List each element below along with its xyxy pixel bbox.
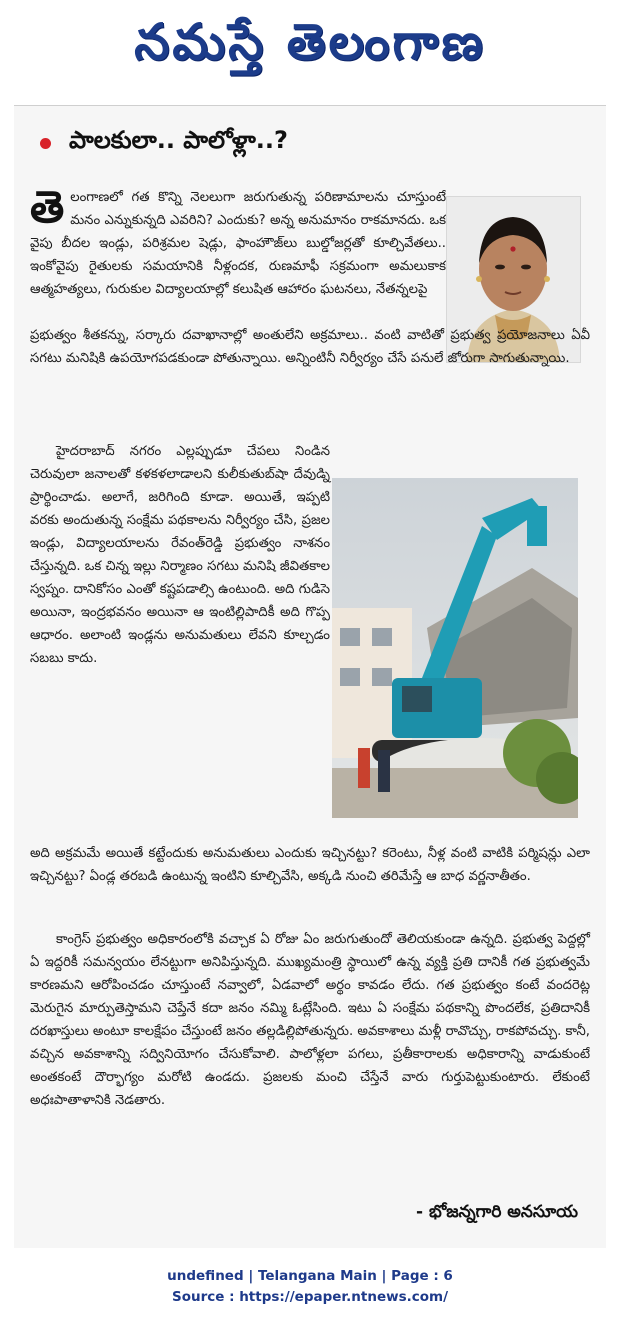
headline	[40, 126, 288, 160]
page-footer	[0, 1266, 620, 1308]
dropcap: తె	[30, 182, 65, 233]
masthead	[0, 0, 620, 95]
paragraph-intro-continued: ప్రభుత్వం శీతకన్ను, సర్కారు దవాఖానాల్లో అంతులేని అక్రమాలు.. వంటి వాటితో ప్రభుత్వ ప్రయోజనాలు ఏవీ సగటు మనిషికి ఉపయోగపడకుండా పోతున్నాయి. అన్నింటినీ నిర్వీర్యం చేసే పనులే జోరుగా సాగుతున్నాయి.	[30, 328, 590, 366]
paragraph-intro	[30, 182, 446, 301]
headline-text: పాలకులా.. పాలోళ్లా..?	[69, 126, 288, 154]
paragraph-congress-text: కాంగ్రెస్ ప్రభుత్వం అధికారంలోకి వచ్చాక ఏ రోజు ఏం జరుగుతుందో తెలియకుండా ఉన్నది. ప్రభుత్వ పెద్దల్లో ఏ ఇద్దరికీ సమన్వయం లేనట్టుగా అనిపిస్తున్నది. ముఖ్యమంత్రి స్థాయిలో ఉన్న వ్యక్తి ప్రతి దానికీ గత ప్రభుత్వమే కారణమని ఆరోపించడం చూస్తుంటే నవ్వాలో, ఏడవాలో అర్థం కావడం లేదు. గత ప్రభుత్వం కంటే వందరెట్ల మెరుగైన మార్పుతెస్తామని చెప్తేనే కదా జనం నమ్మి ఓట్లేసింది. ఇటు ఏ సంక్షేమ పథకాన్ని పొందలేక, ప్రతిదానికీ దరఖాస్తులు అంటూ కాలక్షేపం చేస్తుంటే జనం తల్లడిల్లిపోతున్నరు. అవకాశాలు మళ్లీ రావొచ్చు, రాకపోవచ్చు. కానీ, వచ్చిన అవకాశాన్ని సద్వినియోగం చేసుకోవాలి. పాలోళ్లలా పగలు, ప్రతీకారాలకు అధికారాన్ని వాడుకుంటే అంతకంటే దౌర్భాగ్యం మరోటి ఉండదు. ప్రజలకు మంచి చేస్తేనే వారు గుర్తుపెట్టుకుంటారు. లేకుంటే అధఃపాతాళానికి నెడతారు.	[30, 932, 590, 1108]
bullet-icon	[40, 138, 51, 149]
paragraph-permission: అది అక్రమమే అయితే కట్టేందుకు అనుమతులు ఎందుకు ఇచ్చినట్టు? కరెంటు, నీళ్ల వంటి వాటికి పర్మిషన్లు ఎలా ఇచ్చినట్టు? ఏండ్ల తరబడి ఉంటున్న ఇంటిని కూల్చివేసి, అక్కడి నుంచి తరిమేస్తే ఆ బాధ వర్ణనాతీతం.	[30, 846, 590, 884]
paragraph-hyderabad	[30, 440, 330, 670]
article-clipping	[14, 105, 606, 1248]
masthead-title: నమస్తే తెలంగాణ	[134, 11, 486, 71]
demolition-photo	[332, 478, 578, 818]
paragraph-congress	[30, 928, 590, 1112]
footer-source: Source : https://epaper.ntnews.com/	[171, 1289, 449, 1305]
paragraph-intro-text: లంగాణలో గత కొన్ని నెలలుగా జరుగుతున్న పరిణామాలను చూస్తుంటే మనం ఎన్నుకున్నది ఎవరిని? ఎందుకు? అన్న అనుమానం రాకమానదు. ఒక వైపు బీదల ఇండ్లు, పరిశ్రమల షెడ్లు, ఫాంహౌజ్‌లు బుల్డోజర్లతో కూల్చివేతలు.. ఇంకోవైపు రైతులకు సమయానికి నీళ్లందక, రుణమాఫీ సక్రమంగా అమలుకాక ఆత్మహత్యలు, గురుకుల విద్యాలయాల్లో కలుషిత ఆహారం ఘటనలు, నేతన్నలపై	[30, 190, 446, 297]
byline: - భోజన్నగారి అనసూయ	[416, 1202, 578, 1222]
paragraph-hyderabad-text: హైదరాబాద్ నగరం ఎల్లప్పుడూ చేపలు నిండిన చెరువులా జనాలతో కళకళలాడాలని కులీకుతుబ్‌షా దేవుడ్ని ప్రార్థించాడు. అలాగే, జరిగింది కూడా. అయితే, ఇప్పటి వరకు అందుతున్న సంక్షేమ పథకాలను నిర్వీర్యం చేసి, ప్రజల ఇండ్లు, విద్యాలయాలను రేవంత్‌రెడ్డి ప్రభుత్వం నాశనం చేస్తున్నది. ఒక చిన్న ఇల్లు నిర్మాణం సగటు మనిషి జీవితకాల స్వప్నం. దానికోసం ఎంతో కష్టపడాల్సి ఉంటుంది. అది గుడిసె అయినా, ఇంద్రభవనం అయినా ఆ ఇంటిల్లిపాదికీ అది గొప్ప ఆధారం. అలాంటి ఇండ్లను అనుమతులు లేవని కూల్చడం సబబు కాదు.	[30, 444, 330, 666]
excavator-demolition-image	[332, 478, 578, 818]
footer-edition: undefined | Telangana Main | Page : 6	[167, 1268, 453, 1284]
